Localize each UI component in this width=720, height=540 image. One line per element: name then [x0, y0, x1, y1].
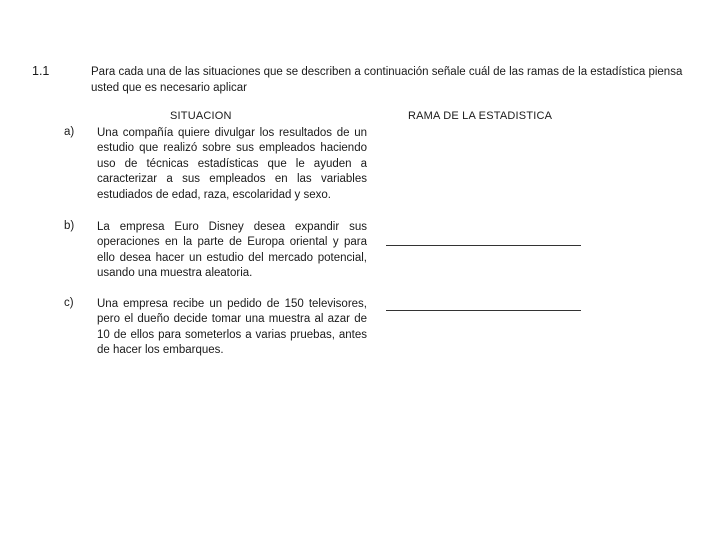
column-header-rama: RAMA DE LA ESTADISTICA	[408, 110, 553, 122]
item-text: La empresa Euro Disney desea expandir sus operaciones en la parte de Europa oriental y para ello desea hacer un estudio del mercado potencial, usando una muestra aleatoria.	[97, 221, 367, 280]
item-label: b)	[64, 220, 75, 232]
question-number: 1.1	[32, 64, 50, 78]
question-instruction: Para cada una de las situaciones que se describen a continuación señale cuál de las ramas de la estadística piensa usted que es necesario aplicar	[91, 66, 683, 94]
column-header-situacion: SITUACION	[170, 110, 232, 122]
answer-line-b[interactable]	[386, 245, 581, 246]
item-label: c)	[64, 297, 74, 309]
item-text: Una empresa recibe un pedido de 150 televisores, pero el dueño decide tomar una muestra al azar de 10 de ellos para someterlos a varias pruebas, antes de hacer los embarques.	[97, 298, 367, 357]
answer-line-c[interactable]	[386, 310, 581, 311]
item-text: Una compañía quiere divulgar los resultados de un estudio que realizó sobre sus empleados haciendo uso de técnicas estadísticas que le ayuden a caracterizar a sus empleados en las variables estudiados de edad, raza, escolaridad y sexo.	[97, 127, 367, 201]
item-label: a)	[64, 126, 75, 138]
